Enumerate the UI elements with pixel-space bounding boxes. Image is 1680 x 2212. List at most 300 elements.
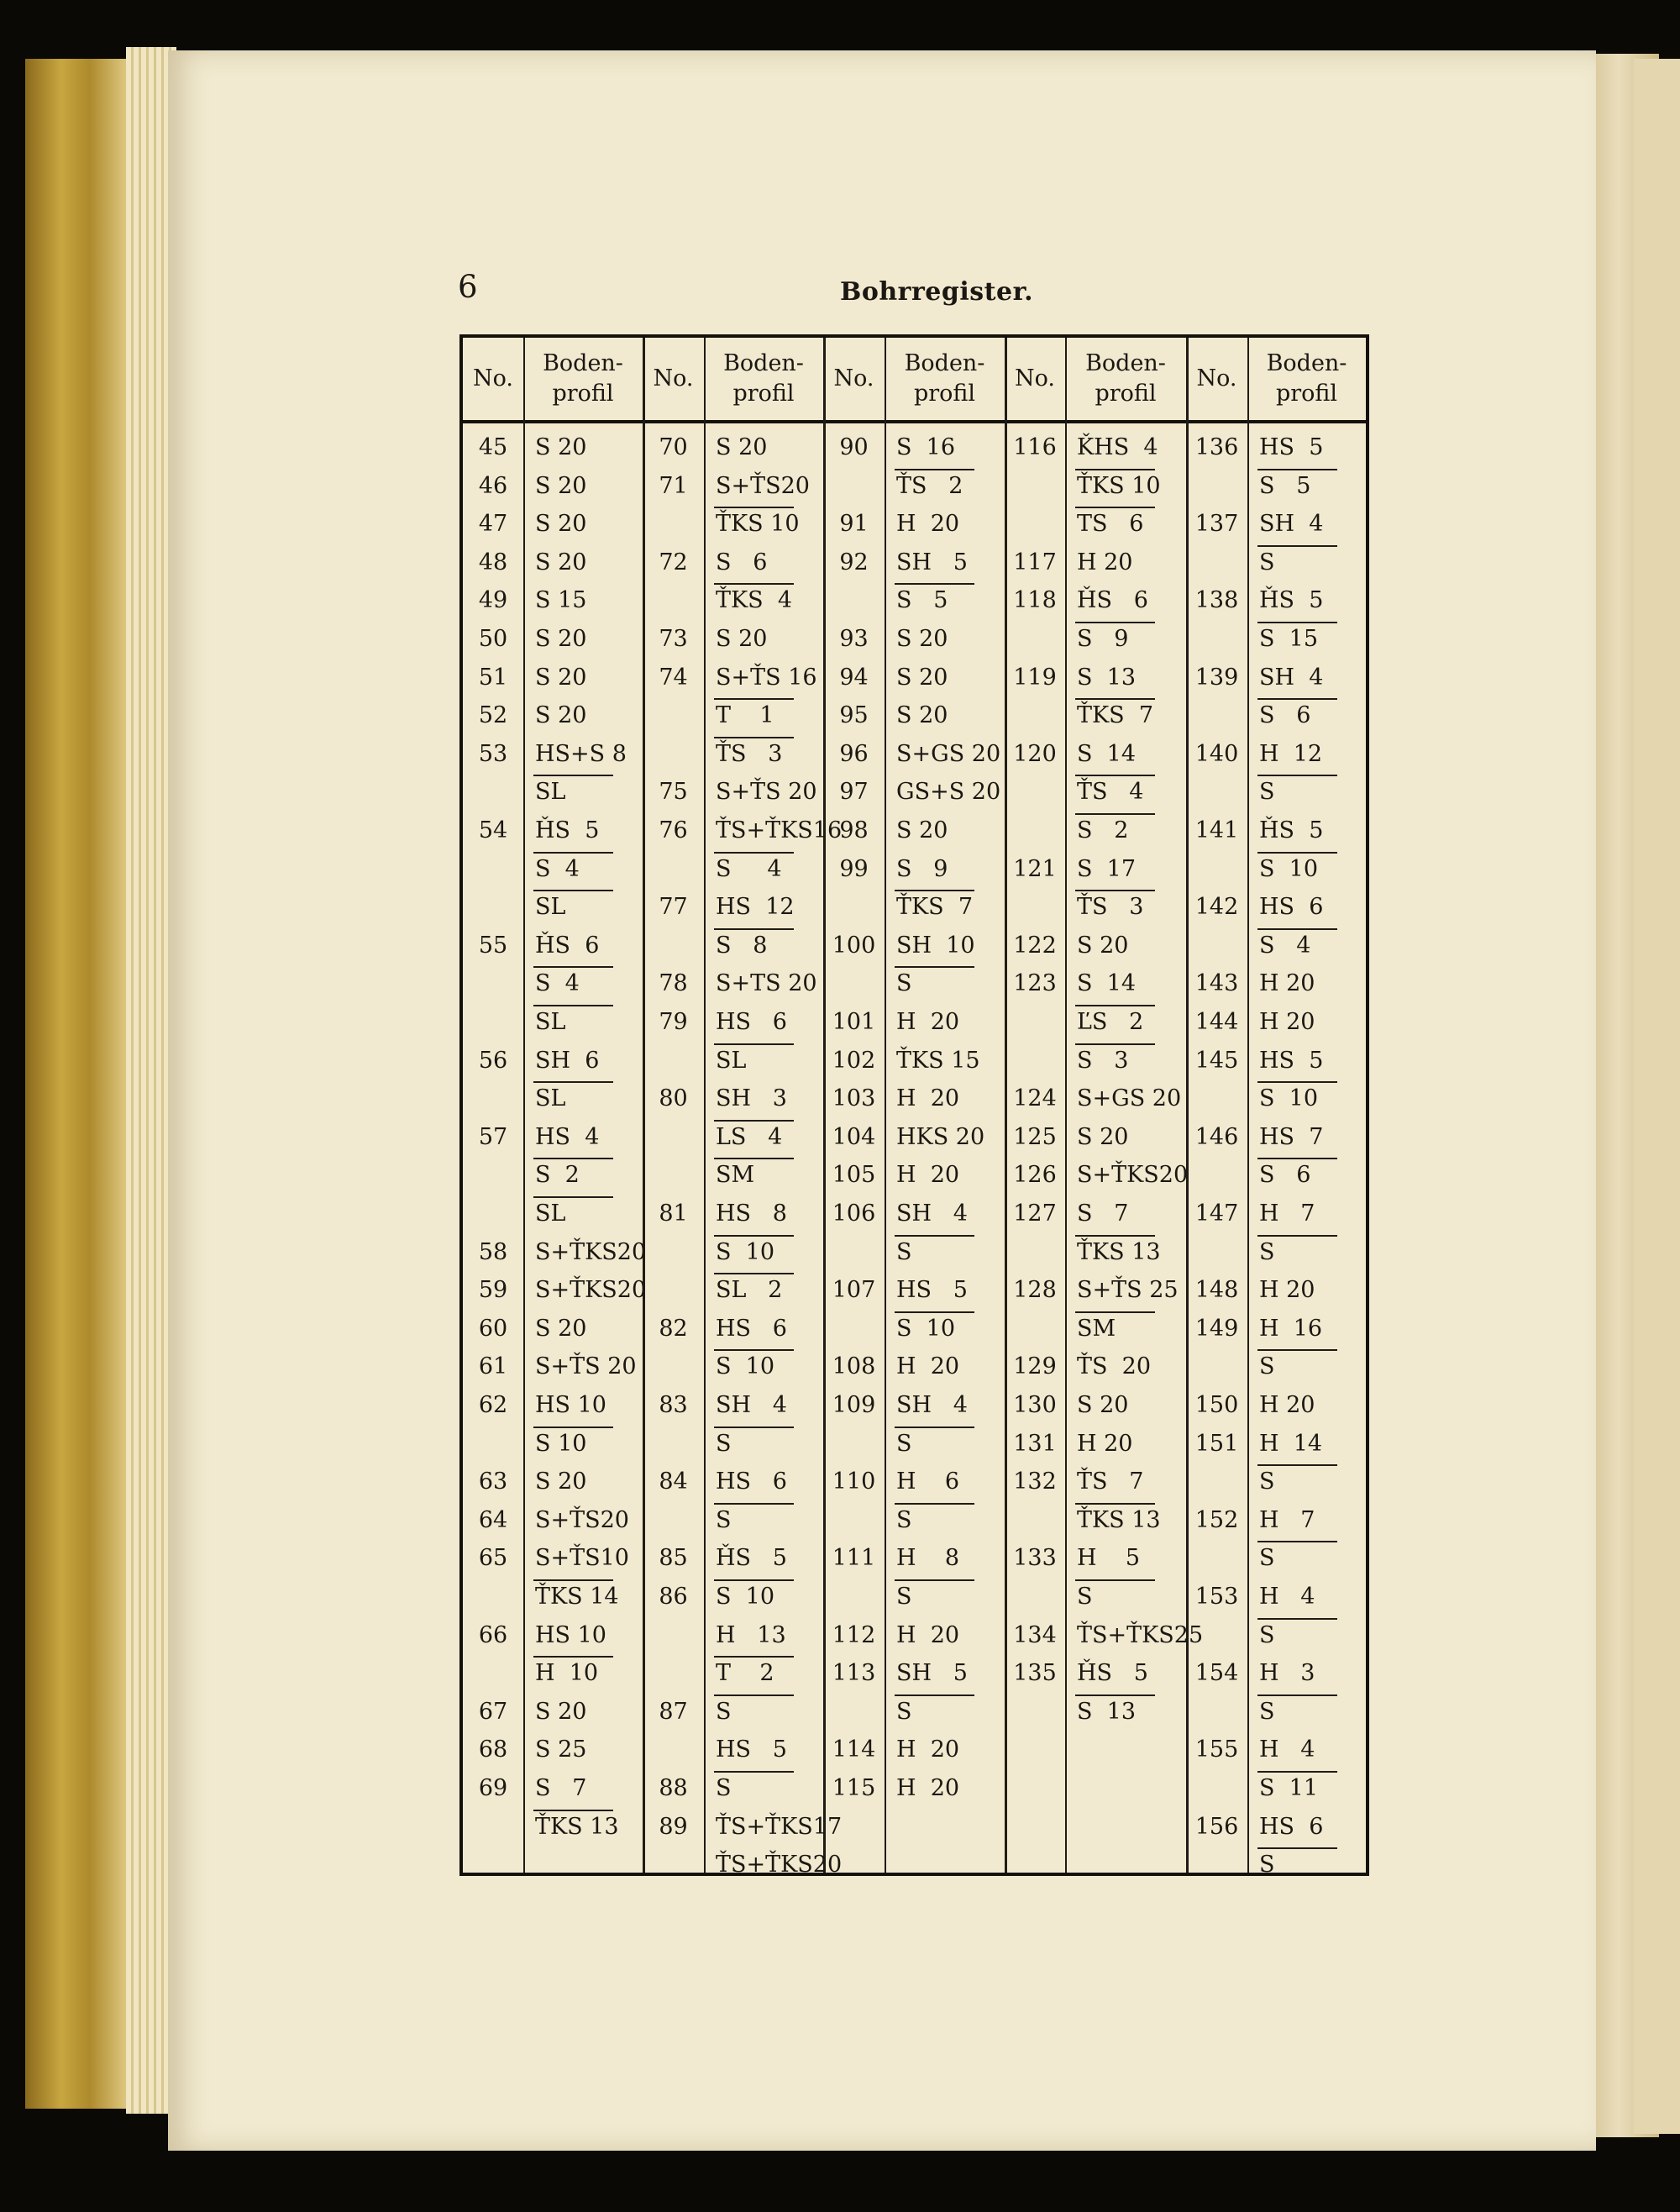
soil-profile-entry: H 20 xyxy=(1259,970,1315,997)
register-number: 104 xyxy=(832,1123,876,1150)
profile-separator-rule xyxy=(1257,1235,1337,1237)
soil-profile-entry: S xyxy=(716,1430,732,1457)
register-number: 61 xyxy=(478,1353,508,1380)
soil-profile-entry: S 6 xyxy=(1259,1162,1311,1189)
soil-profile-entry: ŤS+ŤKS25 xyxy=(1077,1621,1204,1648)
soil-profile-entry: S 17 xyxy=(1077,855,1137,882)
register-number: 113 xyxy=(832,1660,876,1687)
soil-profile-entry: S+ŤS20 xyxy=(535,1506,629,1533)
header-bodenprofil-text xyxy=(1267,349,1347,409)
register-number: 53 xyxy=(478,740,508,767)
soil-profile-entry: S 10 xyxy=(716,1353,775,1380)
register-number: 138 xyxy=(1194,587,1239,614)
header-bodenprofil xyxy=(704,338,823,420)
register-number: 117 xyxy=(1013,549,1057,575)
register-number: 79 xyxy=(659,1009,688,1035)
register-number: 149 xyxy=(1194,1315,1239,1342)
profile-separator-rule xyxy=(714,1235,794,1237)
register-number: 131 xyxy=(1013,1430,1057,1457)
soil-profile-entry: ȞS 5 xyxy=(1259,817,1324,843)
soil-profile-entry: ŤKS 13 xyxy=(1077,1238,1161,1265)
profile-separator-rule xyxy=(1257,698,1337,700)
profile-separator-rule xyxy=(895,1311,974,1313)
register-number: 70 xyxy=(659,434,688,460)
soil-profile-entry: S+GS 20 xyxy=(896,740,1001,767)
register-number: 110 xyxy=(832,1469,876,1495)
profile-separator-rule xyxy=(1257,928,1337,930)
header-line-2: profil xyxy=(732,381,795,407)
header-bodenprofil-text xyxy=(1085,349,1166,409)
register-number: 88 xyxy=(659,1775,688,1801)
profile-separator-rule xyxy=(533,852,613,854)
soil-profile-entry: SH 10 xyxy=(896,932,975,959)
soil-profile-entry: ŤS+ŤKS16 xyxy=(716,817,843,843)
running-head: Bohrregister. xyxy=(840,277,1034,307)
register-number: 52 xyxy=(478,702,508,729)
profile-separator-rule xyxy=(895,966,974,968)
profile-separator-rule xyxy=(1257,545,1337,547)
register-number: 77 xyxy=(659,894,688,921)
register-number: 101 xyxy=(832,1009,876,1035)
soil-profile-entry: S xyxy=(1259,549,1275,575)
register-number: 116 xyxy=(1013,434,1057,460)
header-line-2: profil xyxy=(913,381,976,407)
register-number: 57 xyxy=(478,1123,508,1150)
register-number: 100 xyxy=(832,932,876,959)
profile-separator-rule xyxy=(714,1349,794,1351)
soil-profile-entry: S+ŤKS20 xyxy=(535,1277,647,1304)
profile-separator-rule xyxy=(533,775,613,776)
soil-profile-entry: HS 5 xyxy=(896,1277,968,1304)
soil-profile-entry: S 10 xyxy=(716,1584,775,1610)
soil-profile-entry: ȞS 6 xyxy=(535,932,600,959)
header-bodenprofil-text xyxy=(905,349,985,409)
register-number: 127 xyxy=(1013,1201,1057,1227)
soil-profile-entry: SL xyxy=(535,1085,566,1112)
soil-profile-entry: S 20 xyxy=(896,626,948,652)
soil-profile-entry: S 20 xyxy=(535,702,587,729)
header-bodenprofil xyxy=(1247,338,1366,420)
soil-profile-entry: S 20 xyxy=(1077,1392,1129,1418)
register-number: 99 xyxy=(839,855,869,882)
soil-profile-entry: T 2 xyxy=(716,1660,774,1687)
profile-separator-rule xyxy=(714,1579,794,1581)
header-bodenprofil xyxy=(885,338,1005,420)
soil-profile-entry: H 20 xyxy=(896,1621,960,1648)
soil-profile-entry: ŤS+ŤKS20 xyxy=(716,1852,843,1878)
profile-separator-rule xyxy=(533,1656,613,1658)
register-number: 92 xyxy=(839,549,869,575)
soil-profile-entry: H 20 xyxy=(896,511,960,538)
profile-separator-rule xyxy=(533,1005,613,1006)
soil-profile-entry: S 10 xyxy=(535,1430,587,1457)
register-number: 128 xyxy=(1013,1277,1057,1304)
header-line-1: Boden- xyxy=(1085,350,1166,376)
register-number: 76 xyxy=(659,817,688,843)
register-number: 109 xyxy=(832,1392,876,1418)
soil-profile-entry: S 20 xyxy=(896,702,948,729)
soil-profile-entry: S 7 xyxy=(1077,1201,1129,1227)
register-number: 75 xyxy=(659,779,688,806)
soil-profile-entry: S+ŤKS20 xyxy=(535,1238,647,1265)
soil-profile-entry: HS 10 xyxy=(535,1621,606,1648)
soil-profile-entry: HS 6 xyxy=(716,1009,787,1035)
profile-separator-rule xyxy=(714,737,794,738)
soil-profile-entry: S xyxy=(1259,1698,1275,1725)
profile-separator-rule xyxy=(533,1081,613,1083)
soil-profile-entry: S 20 xyxy=(535,664,587,691)
soil-profile-entry: HS 8 xyxy=(716,1201,787,1227)
soil-profile-entry: ȞS 5 xyxy=(1259,587,1324,614)
soil-profile-entry: S 4 xyxy=(535,855,580,882)
soil-profile-entry: SL xyxy=(535,1009,566,1035)
profile-separator-rule xyxy=(1075,698,1155,700)
soil-profile-entry: ŤS 3 xyxy=(1077,894,1144,921)
soil-profile-entry: HS 6 xyxy=(1259,894,1324,921)
profile-separator-rule xyxy=(1257,775,1337,776)
soil-profile-entry: ŤKS 10 xyxy=(716,511,800,538)
soil-profile-entry: S 7 xyxy=(535,1775,587,1801)
soil-profile-entry: ŤKS 13 xyxy=(535,1813,619,1840)
soil-profile-entry: S xyxy=(896,1584,912,1610)
soil-profile-entry: HS 6 xyxy=(716,1469,787,1495)
register-number: 54 xyxy=(478,817,508,843)
soil-profile-entry: S 10 xyxy=(1259,855,1319,882)
register-number: 50 xyxy=(478,626,508,652)
profile-separator-rule xyxy=(895,1694,974,1696)
register-number: 126 xyxy=(1013,1162,1057,1189)
register-number: 133 xyxy=(1013,1545,1057,1572)
profile-separator-rule xyxy=(1075,1005,1155,1006)
soil-profile-entry: ŤS 4 xyxy=(1077,779,1144,806)
page-number: 6 xyxy=(458,269,478,305)
profile-separator-rule xyxy=(895,1427,974,1428)
soil-profile-entry: SM xyxy=(716,1162,755,1189)
soil-profile-entry: ŤS 3 xyxy=(716,740,783,767)
profile-separator-rule xyxy=(714,1503,794,1505)
profile-separator-rule xyxy=(895,1503,974,1505)
soil-profile-entry: S 5 xyxy=(1259,472,1311,499)
register-number: 73 xyxy=(659,626,688,652)
profile-separator-rule xyxy=(1075,1311,1155,1313)
register-number: 69 xyxy=(478,1775,508,1801)
column-divider xyxy=(885,338,886,1873)
soil-profile-entry: ȞS 5 xyxy=(535,817,600,843)
soil-profile-entry: S 20 xyxy=(896,664,948,691)
register-number: 66 xyxy=(478,1621,508,1648)
soil-profile-entry: S xyxy=(716,1506,732,1533)
register-number: 48 xyxy=(478,549,508,575)
soil-profile-entry: S+ŤS 20 xyxy=(716,779,817,806)
register-number: 125 xyxy=(1013,1123,1057,1150)
soil-profile-entry: LS 4 xyxy=(716,1123,783,1150)
soil-profile-entry: S 15 xyxy=(1259,626,1319,652)
header-bodenprofil xyxy=(523,338,643,420)
register-number: 142 xyxy=(1194,894,1239,921)
soil-profile-entry: SL 2 xyxy=(716,1277,783,1304)
soil-profile-entry: S xyxy=(896,1698,912,1725)
soil-profile-entry: H 20 xyxy=(1077,1430,1133,1457)
soil-profile-entry: S+ŤS10 xyxy=(535,1545,629,1572)
soil-profile-entry: SH 4 xyxy=(896,1392,968,1418)
soil-profile-entry: SM xyxy=(1077,1315,1116,1342)
soil-profile-entry: S 20 xyxy=(535,1698,587,1725)
soil-profile-entry: ǨHS 4 xyxy=(1077,434,1158,460)
soil-profile-entry: HS 4 xyxy=(535,1123,600,1150)
header-no: No. xyxy=(653,365,694,391)
register-number: 55 xyxy=(478,932,508,959)
soil-profile-entry: ȞS 5 xyxy=(1077,1660,1148,1687)
soil-profile-entry: HS+S 8 xyxy=(535,740,627,767)
profile-separator-rule xyxy=(533,1158,613,1159)
register-number: 93 xyxy=(839,626,869,652)
register-number: 102 xyxy=(832,1047,876,1074)
register-number: 136 xyxy=(1194,434,1239,460)
header-line-2: profil xyxy=(1095,381,1157,407)
register-number: 91 xyxy=(839,511,869,538)
register-number: 156 xyxy=(1194,1813,1239,1840)
header-line-2: profil xyxy=(552,381,614,407)
soil-profile-entry: S 20 xyxy=(716,434,768,460)
soil-profile-entry: S+ŤS 25 xyxy=(1077,1277,1179,1304)
register-number: 106 xyxy=(832,1201,876,1227)
soil-profile-entry: S xyxy=(1259,779,1275,806)
register-number: 124 xyxy=(1013,1085,1057,1112)
soil-profile-entry: SH 6 xyxy=(535,1047,600,1074)
soil-profile-entry: SH 4 xyxy=(1259,511,1324,538)
register-number: 150 xyxy=(1194,1392,1239,1418)
soil-profile-entry: H 20 xyxy=(1259,1009,1315,1035)
soil-profile-entry: ŤS 7 xyxy=(1077,1469,1144,1495)
soil-profile-entry: ȞS 5 xyxy=(716,1545,787,1572)
soil-profile-entry: S 10 xyxy=(896,1315,956,1342)
header-bodenprofil xyxy=(1065,338,1186,420)
profile-separator-rule xyxy=(1075,1579,1155,1581)
profile-separator-rule xyxy=(714,1043,794,1045)
profile-separator-rule xyxy=(1075,890,1155,891)
register-number: 67 xyxy=(478,1698,508,1725)
register-number: 59 xyxy=(478,1277,508,1304)
profile-separator-rule xyxy=(714,1158,794,1159)
soil-profile-entry: HS 5 xyxy=(1259,1047,1324,1074)
soil-profile-entry: ŤKS 14 xyxy=(535,1584,619,1610)
profile-separator-rule xyxy=(1257,1349,1337,1351)
register-number: 68 xyxy=(478,1736,508,1763)
soil-profile-entry: H 7 xyxy=(1259,1506,1315,1533)
soil-profile-entry: S 20 xyxy=(535,472,587,499)
profile-separator-rule xyxy=(895,1579,974,1581)
register-number: 62 xyxy=(478,1392,508,1418)
soil-profile-entry: S 14 xyxy=(1077,970,1137,997)
profile-separator-rule xyxy=(714,1694,794,1696)
register-number: 82 xyxy=(659,1315,688,1342)
register-number: 123 xyxy=(1013,970,1057,997)
soil-profile-entry: H 20 xyxy=(1259,1392,1315,1418)
profile-separator-rule xyxy=(1257,1541,1337,1542)
register-number: 137 xyxy=(1194,511,1239,538)
profile-separator-rule xyxy=(714,1771,794,1773)
soil-profile-entry: S 20 xyxy=(716,626,768,652)
register-number: 132 xyxy=(1013,1469,1057,1495)
profile-separator-rule xyxy=(1075,813,1155,815)
soil-profile-entry: S 4 xyxy=(1259,932,1311,959)
soil-profile-entry: S xyxy=(896,970,912,997)
register-number: 135 xyxy=(1013,1660,1057,1687)
profile-separator-rule xyxy=(714,1656,794,1658)
register-number: 46 xyxy=(478,472,508,499)
profile-separator-rule xyxy=(1075,1694,1155,1696)
soil-profile-entry: H 20 xyxy=(896,1085,960,1112)
register-number: 60 xyxy=(478,1315,508,1342)
profile-separator-rule xyxy=(533,1810,613,1811)
register-number: 103 xyxy=(832,1085,876,1112)
register-number: 119 xyxy=(1013,664,1057,691)
register-number: 89 xyxy=(659,1813,688,1840)
profile-separator-rule xyxy=(1075,622,1155,623)
soil-profile-entry: S 6 xyxy=(716,549,768,575)
soil-profile-entry: S 20 xyxy=(535,511,587,538)
register-number: 90 xyxy=(839,434,869,460)
soil-profile-entry: S 25 xyxy=(535,1736,587,1763)
register-number: 152 xyxy=(1194,1506,1239,1533)
soil-profile-entry: S xyxy=(896,1430,912,1457)
profile-separator-rule xyxy=(1075,1503,1155,1505)
profile-separator-rule xyxy=(714,852,794,854)
register-number: 71 xyxy=(659,472,688,499)
header-no: No. xyxy=(1015,365,1055,391)
header-line-1: Boden- xyxy=(723,350,804,376)
soil-profile-entry: S 20 xyxy=(1077,1123,1129,1150)
register-number: 115 xyxy=(832,1775,876,1801)
header-line-2: profil xyxy=(1275,381,1338,407)
register-number: 155 xyxy=(1194,1736,1239,1763)
profile-separator-rule xyxy=(1257,1464,1337,1466)
soil-profile-entry: S xyxy=(896,1238,912,1265)
profile-separator-rule xyxy=(1257,1847,1337,1849)
soil-profile-entry: H 20 xyxy=(896,1353,960,1380)
register-number: 120 xyxy=(1013,740,1057,767)
register-number: 96 xyxy=(839,740,869,767)
soil-profile-entry: S 11 xyxy=(1259,1775,1319,1801)
profile-separator-rule xyxy=(714,1427,794,1428)
profile-separator-rule xyxy=(533,1579,613,1581)
soil-profile-entry: S xyxy=(1259,1621,1275,1648)
soil-profile-entry: ŤKS 4 xyxy=(716,587,793,614)
soil-profile-entry: S 15 xyxy=(535,587,587,614)
facing-page-margin xyxy=(1634,59,1680,2134)
soil-profile-entry: S xyxy=(896,1506,912,1533)
column-divider xyxy=(1065,338,1067,1873)
soil-profile-entry: H 14 xyxy=(1259,1430,1323,1457)
soil-profile-entry: HKS 20 xyxy=(896,1123,985,1150)
register-number: 147 xyxy=(1194,1201,1239,1227)
soil-profile-entry: SH 4 xyxy=(896,1201,968,1227)
soil-profile-entry: S 4 xyxy=(535,970,580,997)
soil-profile-entry: S 2 xyxy=(535,1162,580,1189)
soil-profile-entry: S xyxy=(1259,1852,1275,1878)
header-rule xyxy=(463,420,1366,423)
register-number: 49 xyxy=(478,587,508,614)
soil-profile-entry: S 20 xyxy=(896,817,948,843)
soil-profile-entry: H 20 xyxy=(896,1162,960,1189)
soil-profile-entry: ŤS+ŤKS17 xyxy=(716,1813,843,1840)
register-number: 151 xyxy=(1194,1430,1239,1457)
register-number: 56 xyxy=(478,1047,508,1074)
profile-separator-rule xyxy=(895,469,974,470)
soil-profile-entry: SH 4 xyxy=(1259,664,1324,691)
soil-profile-entry: H 3 xyxy=(1259,1660,1315,1687)
profile-separator-rule xyxy=(1257,1694,1337,1696)
soil-profile-entry: HS 5 xyxy=(1259,434,1324,460)
profile-separator-rule xyxy=(714,583,794,585)
soil-profile-entry: ȞS 6 xyxy=(1077,587,1148,614)
soil-profile-entry: H 20 xyxy=(896,1736,960,1763)
soil-profile-entry: S 8 xyxy=(716,932,768,959)
register-number: 112 xyxy=(832,1621,876,1648)
profile-separator-rule xyxy=(714,507,794,508)
register-number: 144 xyxy=(1194,1009,1239,1035)
register-number: 97 xyxy=(839,779,869,806)
soil-profile-entry: S 10 xyxy=(716,1238,775,1265)
register-number: 86 xyxy=(659,1584,688,1610)
register-number: 129 xyxy=(1013,1353,1057,1380)
soil-profile-entry: S+ŤKS20 xyxy=(1077,1162,1189,1189)
soil-profile-entry: SH 5 xyxy=(896,549,968,575)
soil-profile-entry: GS+S 20 xyxy=(896,779,1001,806)
soil-profile-entry: ŤKS 10 xyxy=(1077,472,1161,499)
column-divider xyxy=(523,338,525,1873)
header-bodenprofil-text xyxy=(723,349,804,409)
soil-profile-entry: H 4 xyxy=(1259,1584,1315,1610)
register-number: 140 xyxy=(1194,740,1239,767)
profile-separator-rule xyxy=(714,928,794,930)
soil-profile-entry: S xyxy=(1259,1353,1275,1380)
profile-separator-rule xyxy=(1257,1618,1337,1620)
soil-profile-entry: H 20 xyxy=(1259,1277,1315,1304)
header-bodenprofil-text xyxy=(543,349,623,409)
profile-separator-rule xyxy=(1075,469,1155,470)
soil-profile-entry: S xyxy=(1259,1469,1275,1495)
profile-separator-rule xyxy=(533,890,613,891)
register-number: 85 xyxy=(659,1545,688,1572)
soil-profile-entry: S+GS 20 xyxy=(1077,1085,1182,1112)
soil-profile-entry: S 13 xyxy=(1077,1698,1137,1725)
soil-profile-entry: H 12 xyxy=(1259,740,1323,767)
soil-profile-entry: S 9 xyxy=(896,855,948,882)
soil-profile-entry: ŤS 2 xyxy=(896,472,963,499)
soil-profile-entry: H 4 xyxy=(1259,1736,1315,1763)
soil-profile-entry: SL xyxy=(716,1047,747,1074)
profile-separator-rule xyxy=(1257,1158,1337,1159)
register-number: 94 xyxy=(839,664,869,691)
register-number: 64 xyxy=(478,1506,508,1533)
profile-separator-rule xyxy=(1257,622,1337,623)
register-number: 111 xyxy=(832,1545,876,1572)
register-number: 83 xyxy=(659,1392,688,1418)
register-number: 122 xyxy=(1013,932,1057,959)
profile-separator-rule xyxy=(1257,1081,1337,1083)
profile-separator-rule xyxy=(1075,775,1155,776)
register-number: 107 xyxy=(832,1277,876,1304)
soil-profile-entry: ŤKS 7 xyxy=(896,894,974,921)
register-number: 81 xyxy=(659,1201,688,1227)
soil-profile-entry: HS 6 xyxy=(716,1315,787,1342)
soil-profile-entry: ŤKS 13 xyxy=(1077,1506,1161,1533)
soil-profile-entry: SL xyxy=(535,894,566,921)
register-number: 63 xyxy=(478,1469,508,1495)
profile-separator-rule xyxy=(1257,469,1337,470)
register-number: 65 xyxy=(478,1545,508,1572)
